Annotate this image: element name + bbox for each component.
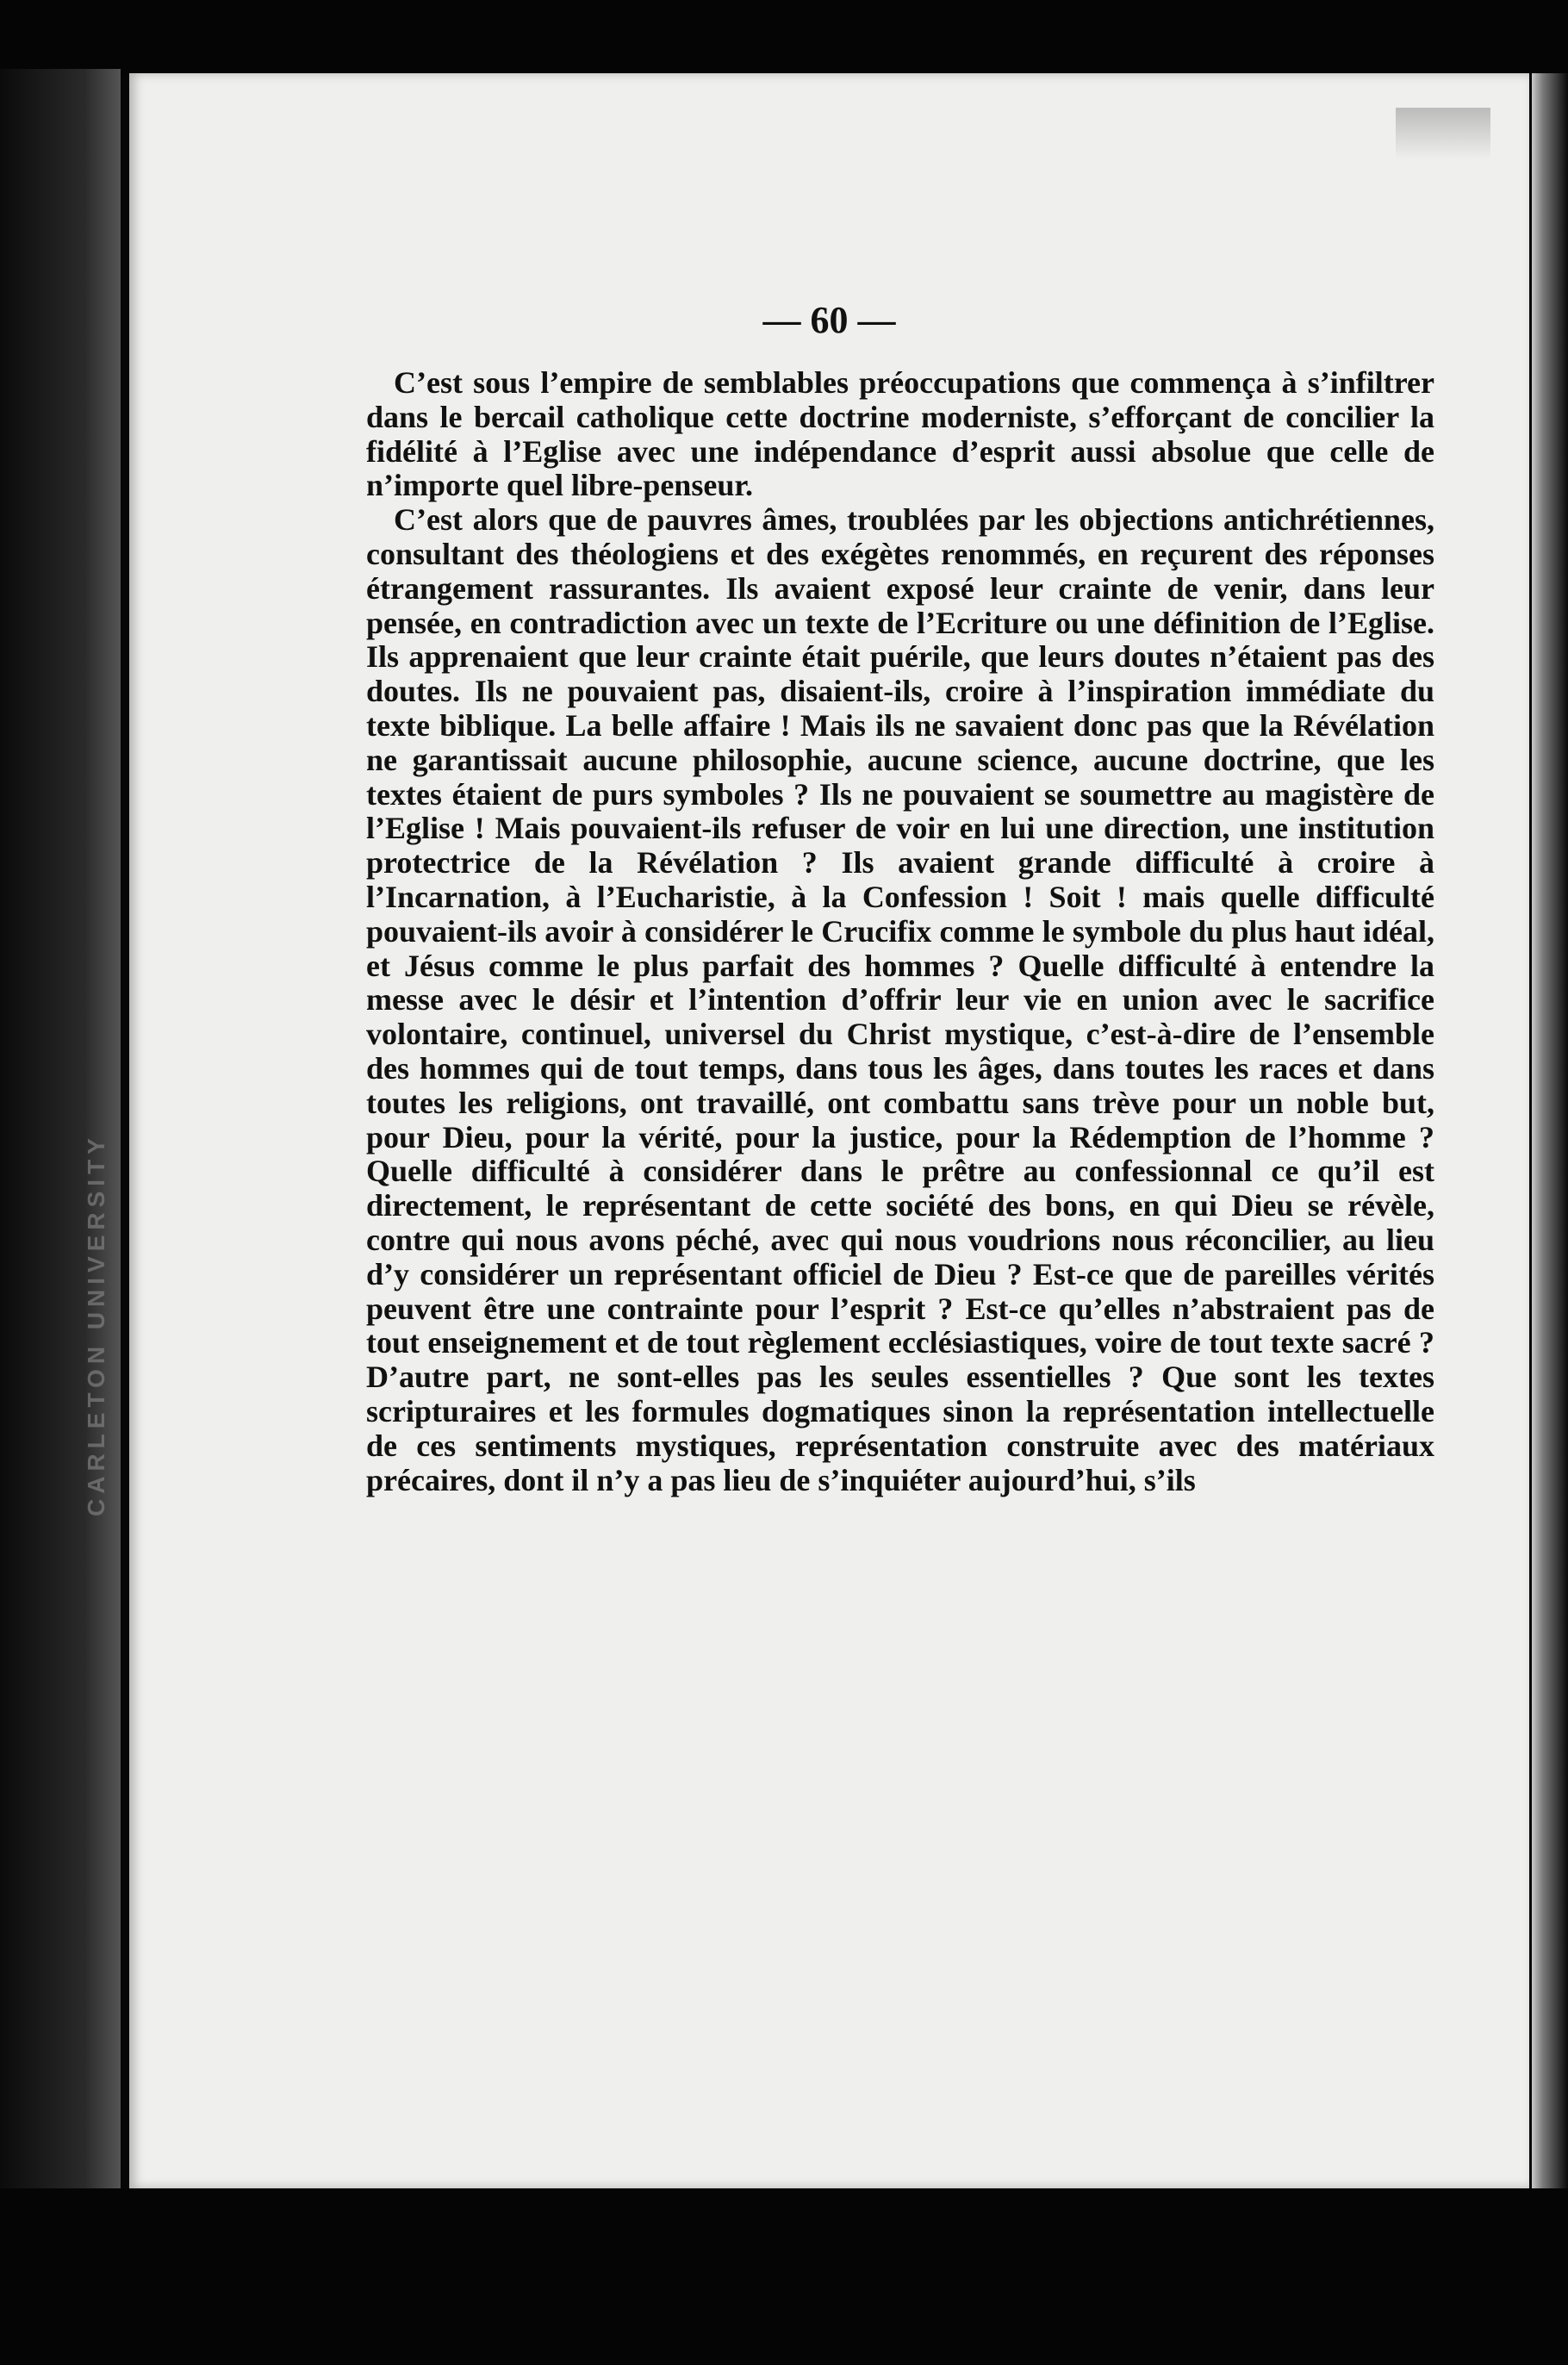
- page-right-edge: [1532, 73, 1568, 2188]
- body-text: [366, 366, 1434, 1497]
- scan-border-top: [0, 0, 1568, 78]
- page-number: — 60 —: [762, 299, 896, 341]
- paragraph-1: C’est sous l’empire de semblables préoccupations que commença à s’infiltrer dans le bercail catholique cette doctrine moderniste, s’efforçant de concilier la fidélité à l’Eglise avec une indépendance d’esprit aussi absolue que celle de n’importe quel libre-penseur.: [366, 365, 1434, 503]
- page-corner-shadow: [1396, 108, 1490, 159]
- library-stamp: CARLETON UNIVERSITY: [83, 1133, 109, 1516]
- paragraph-2: C’est alors que de pauvres âmes, troublées par les objections antichrétiennes, consultant des théologiens et des exégètes renommés, en reçurent des réponses étrangement rassurantes. Ils avaient exposé leur crainte de venir, dans leur pensée, en contradiction avec un texte de l’Ecriture ou une définition de l’Eglise. Ils apprenaient que leur crainte était puérile, que leurs doutes n’étaient pas des doutes. Ils ne pouvaient pas, disaient-ils, croire à l’inspiration immédiate du texte biblique. La belle affaire ! Mais ils ne savaient donc pas que la Révélation ne garantissait aucune philosophie, aucune science, aucune doctrine, que les textes étaient de purs symboles ? Ils ne pouvaient se soumettre au magistère de l’Eglise ! Mais pouvaient-ils refuser de voir en lui une direction, une institution protectrice de la Révélation ? Ils avaient grande difficulté à croire à l’Incarnation, à l’Eucharistie, à la Confession ! Soit ! mais quelle difficulté pouvaient-ils avoir à considérer le Crucifix comme le symbole du plus haut idéal, et Jésus comme le plus parfait des hommes ? Quelle difficulté à entendre la messe avec le désir et l’intention d’offrir leur vie en union avec le sacrifice volontaire, continuel, universel du Christ mystique, c’est-à-dire de l’ensemble des hommes qui de tout temps, dans tous les âges, dans toutes les races et dans toutes les religions, ont travaillé, ont combattu sans trève pour un noble but, pour Dieu, pour la vérité, pour la justice, pour la Rédemption de l’homme ? Quelle difficulté à considérer dans le prêtre au confessionnal ce qu’il est directement, le représentant de cette société des bons, en qui Dieu se révèle, contre qui nous avons péché, avec qui nous voudrions nous réconcilier, au lieu d’y considérer un représentant officiel de Dieu ? Est-ce que de pareilles vérités peuvent être une contrainte pour l’esprit ? Est-ce qu’elles n’abstraient pas de tout enseignement et de tout règlement ecclésiastiques, voire de tout texte sacré ? D’autre part, ne sont-elles pas les seules essentielles ? Que sont les textes scripturaires et les formules dogmatiques sinon la représentation intellectuelle de ces sentiments mystiques, représentation construite avec des matériaux précaires, dont il n’y a pas lieu de s’inquiéter aujourd’hui, s’ils: [366, 502, 1434, 1497]
- scan-border-bottom: [0, 2188, 1568, 2365]
